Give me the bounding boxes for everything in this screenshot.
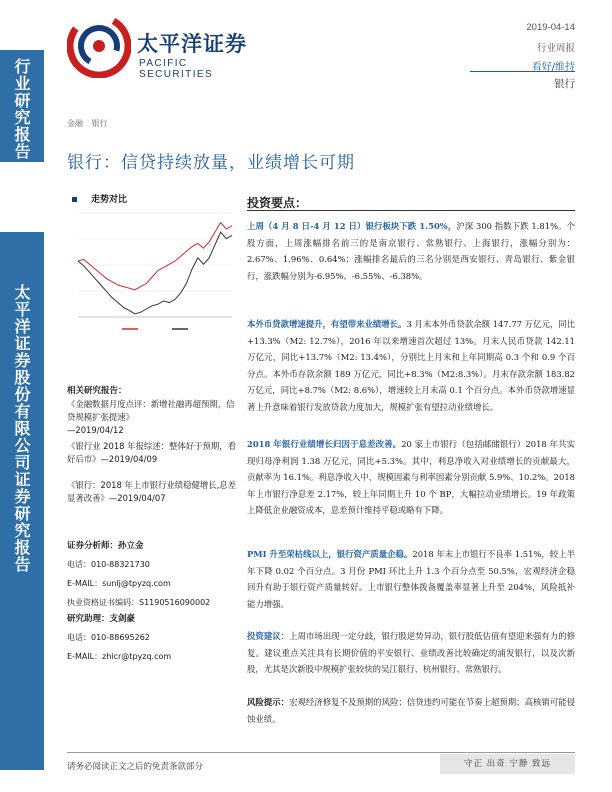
breadcrumb-item: 金融 (67, 119, 83, 128)
key-point-highlight: 风险提示： (247, 697, 290, 707)
related-report-date: —2019/04/12 (67, 425, 124, 435)
key-point-highlight: 上周（4 月 8 日-4 月 12 日）银行板块下跌 1.50%， (247, 221, 457, 231)
left-sidebar-band (0, 50, 44, 770)
chart-series-line (78, 223, 232, 290)
logo-english-name: PACIFIC SECURITIES (139, 58, 214, 80)
key-point-paragraph (247, 546, 575, 612)
sidebar-top-label: 行业研究报告 (12, 58, 31, 160)
chart-heading (72, 192, 127, 205)
key-point-highlight: PMI 升至荣枯线以上，银行资产质量企稳。 (247, 549, 413, 559)
assistant-name: 研究助理：支剑豪 (67, 614, 136, 624)
chart-series-line (78, 232, 232, 314)
footer-disclaimer: 请务必阅读正文之后的免责条款部分 (67, 762, 204, 772)
analyst-phone: 电话：010-88321730 (67, 560, 150, 569)
key-point-paragraph (247, 436, 575, 519)
breadcrumb (67, 118, 114, 129)
assistant-phone: 电话：010-88695262 (67, 633, 150, 642)
analyst-info (67, 540, 237, 609)
footer-divider (67, 752, 575, 753)
company-logo (67, 14, 257, 78)
related-reports-heading: 相关研究报告： (67, 386, 127, 396)
logo-mark-icon (67, 14, 131, 78)
analyst-email[interactable]: E-MAIL：sunlj@tpyzq.com (67, 579, 171, 588)
related-report-link[interactable]: 《银行：2018 年上市银行业绩稳健增长,息差显著改善》—2019/04/07 (67, 480, 237, 503)
key-point-body: 上周市场出现一定分歧，银行股逆势异动，银行股低估值有望迎来强有力的修复。建议重点关注具有长期价值的平安银行、业绩改善比较确定的浦发银行，以及次新股，尤其是次新股中规模扩张较快的吴江银行、杭州银行、常熟银行。 (247, 631, 576, 674)
analyst-license: 执业资格证书编码：S1190516090002 (67, 598, 211, 607)
sidebar-top-block (0, 50, 44, 162)
logo-chinese-name: 太平洋证券 (137, 32, 247, 56)
key-points-title: 投资要点： (247, 196, 308, 210)
report-date: 2019-04-14 (526, 22, 575, 33)
key-point-highlight: 本外币贷款增速提升，有望带来业绩增长。 (247, 319, 407, 329)
analyst-name: 证券分析师：孙立金 (67, 541, 144, 551)
footer-motto: 守正 出奇 宁静 致远 (440, 754, 575, 774)
key-point-paragraph (247, 218, 575, 284)
related-report-link[interactable]: 《金融数据月度点评：新增社融再超预期，信贷规模扩张提速》 (67, 399, 235, 422)
report-type: 行业周报 (536, 43, 575, 54)
key-point-body: 20 家上市银行（包括邮储银行）2018 年共实现归母净利润 1.38 万亿元，同比+5.3%。其中，利息净收入对业绩增长的贡献最大，贡献率为 16.1%。利息净收入中，规模因素与利率因素分别贡献 5.9%、10.2%。2018 年上市银行净息差 2.17%，较上年同期上升 10 个 BP，大幅拉动业绩增长。19 年政策上降低企业融资成本，息差预计维持平稳或略有下降。 (247, 439, 575, 515)
key-points-divider (247, 210, 575, 211)
key-point-highlight: 2018 年银行业绩增长归因于息差改善。 (247, 439, 402, 449)
square-bullet-icon (72, 197, 77, 202)
breadcrumb-item: 银行 (91, 119, 108, 128)
key-point-body: 宏观经济修复不及预期的风险；信贷违约可能在节奏上超预期；高核销可能侵蚀业绩。 (247, 697, 576, 724)
sector-label: 银行 (554, 78, 575, 90)
key-point-body: 3 月末本外币贷款余额 147.77 万亿元，同比+13.3%（M2: 12.7%），2016 年以来增速首次超过 13%。月末人民币贷款 142.11 万亿元，同比+13.7%（M2: 13.4%），分别比上月末和上年同期高 0.3 个和 0.9 个百分点。本外币存款余额 189 万亿元，同比+8.3%（M2:8.3%）。月末存款余额 183.82 万亿元，同比+8.7%（M2: 8.6%），增速较上月末高 0.1 个百分点。本外币贷款增速显著上升意味着银行发放贷款力度加大，规模扩张有望拉动业绩增长。 (247, 319, 576, 412)
key-point-paragraph (247, 316, 575, 415)
assistant-info (67, 613, 237, 663)
related-report-link[interactable]: 《银行业 2018 年报综述：整体好于预期，看好后市》—2019/04/09 (67, 441, 237, 464)
rating-label: 看好/维持 (531, 62, 575, 73)
trend-comparison-chart (72, 207, 238, 347)
key-point-paragraph (247, 628, 575, 678)
chart-title-text: 走势对比 (91, 195, 128, 205)
key-point-highlight: 投资建议： (247, 631, 290, 641)
sidebar-bottom-block (0, 232, 44, 770)
key-point-paragraph (247, 694, 575, 727)
header-divider (470, 71, 575, 72)
key-point-body: 2018 年末上市银行不良率 1.51%，较上半年下降 0.02 个百分点。3 月份 PMI 环比上升 1.3 个百分点至 50.5%，宏观经济企稳回升有助于银行资产质量转好。上市银行整体拨备覆盖率显著上升至 204%，风险抵补能力增强。 (247, 549, 575, 609)
sidebar-bottom-label: 太平洋证券股份有限公司证券研究报告 (12, 284, 31, 573)
assistant-email[interactable]: E-MAIL：zhicr@tpyzq.com (67, 652, 172, 661)
page-title: 银行：信贷持续放量，业绩增长可期 (67, 153, 355, 173)
key-point-body: 沪深 300 指数下跌 1.81%。个股方面，上周涨幅排名前三的是南京银行、常熟银行、上海银行，涨幅分别为：2.67%、1.96%、0.64%；涨幅排名最后的三名分别是西安银行、青岛银行、紫金银行，涨跌幅分别为-6.95%、-6.55%、-6.38%。 (247, 221, 575, 281)
